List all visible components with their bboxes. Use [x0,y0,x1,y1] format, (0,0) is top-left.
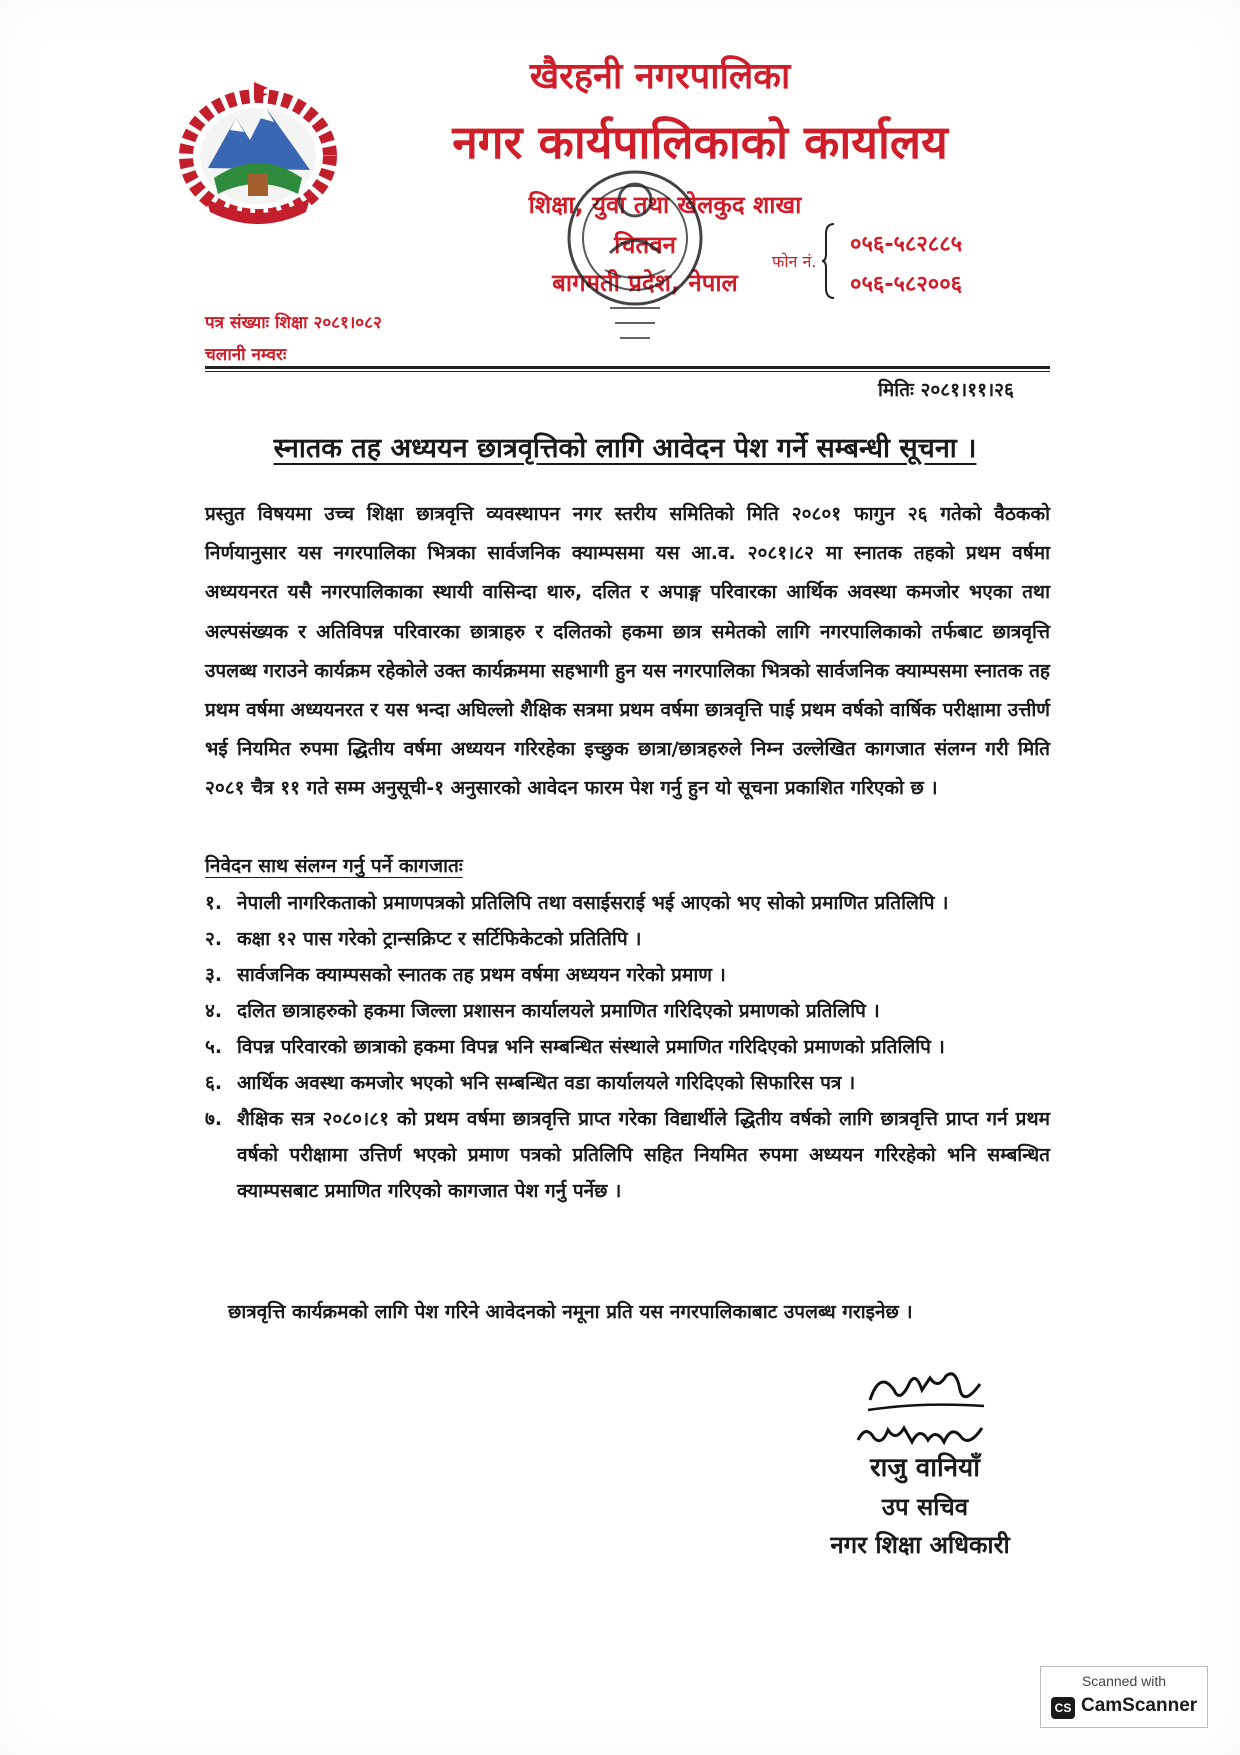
list-item-number: ४. [205,1000,223,1022]
municipality-name: खैरहनी नगरपालिका [529,56,791,97]
signatory-role: नगर शिक्षा अधिकारी [830,1531,1010,1559]
list-item-text: शैक्षिक सत्र २०८०।८१ को प्रथम वर्षमा छात्रवृत्ति प्राप्त गरेका विद्यार्थीले द्धितीय वर्षको लागि छात्रवृत्ति प्राप्त गर्न प्रथम वर्षको परीक्षामा उत्तिर्ण भएको प्रमाण पत्रको प्रतिलिपि सहित नियमित रुपमा अध्ययन गरिरहेको भनि सम्बन्धित क्याम्पसबाट प्रमाणित गरिएको कागजात पेश गर्नु पर्नेछ । [237,1108,1050,1202]
office-province: बागमती प्रदेश, नेपाल [552,269,738,297]
nepal-emblem-icon [178,78,338,228]
office-name: नगर कार्यपालिकाको कार्यालय [452,115,948,169]
list-item-number: ३. [205,964,223,986]
closing-note: छात्रवृत्ति कार्यक्रमको लागि पेश गरिने आवेदनको नमूना प्रति यस नगरपालिकाबाट उपलब्ध गराइनेछ । [228,1301,913,1323]
list-item-text: नेपाली नागरिकताको प्रमाणपत्रको प्रतिलिपि तथा वसाईसराई भई आएको भए सोको प्रमाणित प्रतिलिपि । [237,892,949,914]
office-seal-stamp-icon [550,158,720,348]
list-item [205,1029,1050,1065]
camscanner-logo-icon: CS [1051,1697,1075,1719]
notice-subject: स्नातक तह अध्ययन छात्रवृत्तिको लागि आवेदन पेश गर्ने सम्बन्धी सूचना । [273,433,977,464]
notice-body: प्रस्तुत विषयमा उच्च शिक्षा छात्रवृत्ति व्यवस्थापन नगर स्तरीय समितिको मिति २०८०१ फागुन २६ गतेको वैठकको निर्णयानुसार यस नगरपालिका भित्रका सार्वजनिक क्याम्पसमा यस आ.व. २०८१।८२ मा स्नातक तहको प्रथम वर्षमा अध्ययनरत यसै नगरपालिकाका स्थायी वासिन्दा थारु, दलित र अपाङ्ग परिवारका आर्थिक अवस्था कमजोर भएका तथा अल्पसंख्यक र अतिविपन्न परिवारका छात्राहरु र दलितको हकमा छात्र समेतको लागि नगरपालिकाको तर्फबाट छात्रवृत्ति उपलब्ध गराउने कार्यक्रम रहेकोले उक्त कार्यक्रममा सहभागी हुन यस नगरपालिका भित्रको सार्वजनिक क्याम्पसमा स्नातक तह प्रथम वर्षमा अध्ययनरत र यस भन्दा अघिल्लो शैक्षिक सत्रमा प्रथम वर्षमा छात्रवृत्ति पाई प्रथम वर्षको वार्षिक परीक्षामा उत्तीर्ण भई नियमित रुपमा द्धितीय वर्षमा अध्ययन गरिरहेका इच्छुक छात्रा/छात्रहरुले निम्न उल्लेखित कागजात संलग्न गरी मिति २०८१ चैत्र ११ गते सम्म अनुसूची-१ अनुसारको आवेदन फारम पेश गर्नु हुन यो सूचना प्रकाशित गरिएको छ । [205,503,1050,800]
list-item-number: ६. [205,1072,223,1094]
list-item-text: सार्वजनिक क्याम्पसको स्नातक तह प्रथम वर्षमा अध्ययन गरेको प्रमाण । [237,964,726,986]
list-item-text: दलित छात्राहरुको हकमा जिल्ला प्रशासन कार्यालयले प्रमाणित गरिदिएको प्रमाणको प्रतिलिपि । [237,1000,880,1022]
phone-number-2: ०५६-५८२००६ [850,272,963,297]
documents-list [205,885,1050,1209]
list-item [205,921,1050,957]
list-item-number: ७. [205,1108,223,1130]
list-item [205,885,1050,921]
scanner-app-name: CamScanner [1081,1695,1198,1716]
list-item [205,957,1050,993]
list-item-text: विपन्न परिवारको छात्राको हकमा विपन्न भनि सम्बन्धित संस्थाले प्रमाणित गरिदिएको प्रमाणको प्रतिलिपि । [237,1036,945,1058]
documents-heading: निवेदन साथ संलग्न गर्नु पर्ने कागजातः [205,855,463,877]
list-item [205,1101,1050,1209]
branch-name: शिक्षा, युवा तथा खेलकुद शाखा [528,191,802,219]
list-item-number: १. [205,892,223,914]
letter-date: मितिः २०८१।११।२६ [878,379,1014,401]
list-item-number: ५. [205,1036,223,1058]
list-item [205,993,1050,1029]
handwritten-signature-icon [860,1360,990,1420]
header-divider [205,366,1050,369]
scanner-caption: Scanned with [1081,1673,1167,1689]
header-divider-thin [205,371,1050,372]
scanner-watermark [1040,1666,1208,1728]
signatory-name: राजु वानियाँ [870,1453,980,1483]
phone-label: फोन नं. [772,252,817,271]
office-place: चितवन [614,231,676,259]
list-item-text: आर्थिक अवस्था कमजोर भएको भनि सम्बन्धित वडा कार्यालयले गरिदिएको सिफारिस पत्र । [237,1072,856,1094]
list-item-text: कक्षा १२ पास गरेको ट्रान्सक्रिप्ट र सर्टिफिकेटको प्रतितिपि । [237,928,642,950]
letter-number: पत्र संख्याः शिक्षा २०८१।०८२ [205,313,382,333]
list-item [205,1065,1050,1101]
dispatch-number: चलानी नम्वरः [205,345,287,365]
signatory-post: उप सचिव [881,1493,969,1521]
list-item-number: २. [205,928,223,950]
phone-number-1: ०५६-५८२८८५ [850,232,963,257]
brace-icon [822,222,836,300]
handwritten-date-icon [852,1416,992,1450]
